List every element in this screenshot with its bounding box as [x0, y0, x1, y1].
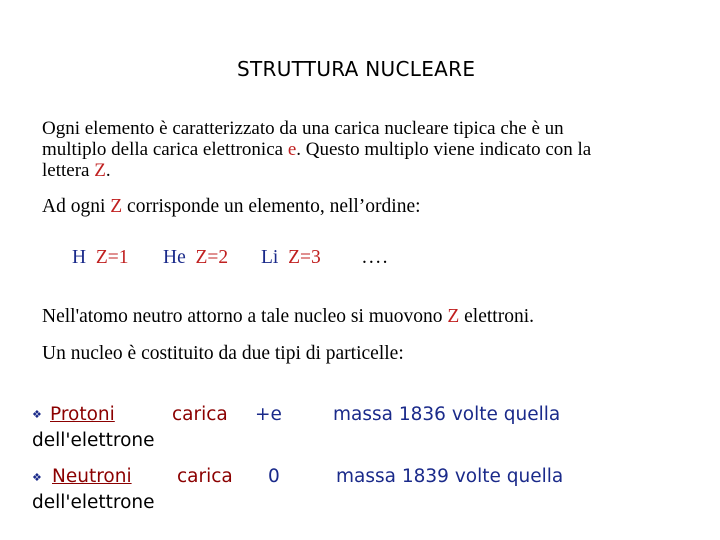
protons-mass-continuation: dell'elettrone — [32, 430, 155, 451]
nucleus-composition-sentence: Un nucleo è costituito da due tipi di particelle: — [42, 343, 404, 364]
protons-charge-label: carica — [172, 404, 228, 425]
neutrons-charge-label: carica — [177, 466, 233, 487]
intro-text: . — [105, 160, 111, 181]
neutrons-mass-continuation: dell'elettrone — [32, 492, 155, 513]
diamond-bullet-icon: ❖ — [32, 409, 42, 421]
neutrons-label: Neutroni — [52, 466, 132, 487]
neutral-text: elettroni. — [459, 306, 534, 327]
intro-line-1: Ogni elemento è caratterizzato da una carica nucleare tipica che è un — [42, 118, 564, 139]
element-symbol: H — [72, 247, 87, 268]
intro-line-2 — [42, 139, 682, 160]
neutrons-mass-text: massa 1839 volte quella — [336, 466, 564, 487]
order-text: Ad ogni — [42, 196, 111, 217]
neutrons-charge-value: 0 — [268, 466, 280, 487]
intro-line-3 — [42, 160, 682, 181]
protons-mass-text: massa 1836 volte quella — [333, 404, 561, 425]
element-z: Z=1 — [95, 247, 129, 268]
order-sentence — [42, 196, 421, 218]
page-title: STRUTTURA NUCLEARE — [237, 57, 476, 81]
intro-text: . Questo multiplo viene indicato con la — [296, 139, 592, 160]
protons-charge-value: +e — [255, 404, 282, 425]
element-lithium — [261, 247, 321, 269]
z-symbol: Z — [110, 196, 123, 217]
intro-paragraph — [42, 118, 682, 181]
element-symbol: Li — [261, 247, 279, 268]
order-text: corrisponde un elemento, nell’ordine: — [122, 196, 421, 217]
diamond-bullet-icon: ❖ — [32, 472, 42, 484]
element-helium — [163, 247, 228, 269]
intro-text: multiplo della carica elettronica — [42, 139, 288, 160]
element-hydrogen — [72, 247, 129, 269]
neutral-text: Nell'atomo neutro attorno a tale nucleo si muovono — [42, 306, 448, 327]
z-symbol: Z — [447, 306, 460, 327]
protons-label: Protoni — [50, 404, 115, 425]
element-z: Z=3 — [288, 247, 321, 268]
element-z: Z=2 — [195, 247, 229, 268]
element-symbol: He — [163, 247, 186, 268]
ellipsis: .... — [362, 247, 390, 268]
neutral-atom-sentence — [42, 306, 534, 328]
z-symbol: Z — [94, 160, 106, 181]
intro-text: lettera — [42, 160, 95, 181]
electron-charge-symbol: e — [287, 139, 297, 160]
